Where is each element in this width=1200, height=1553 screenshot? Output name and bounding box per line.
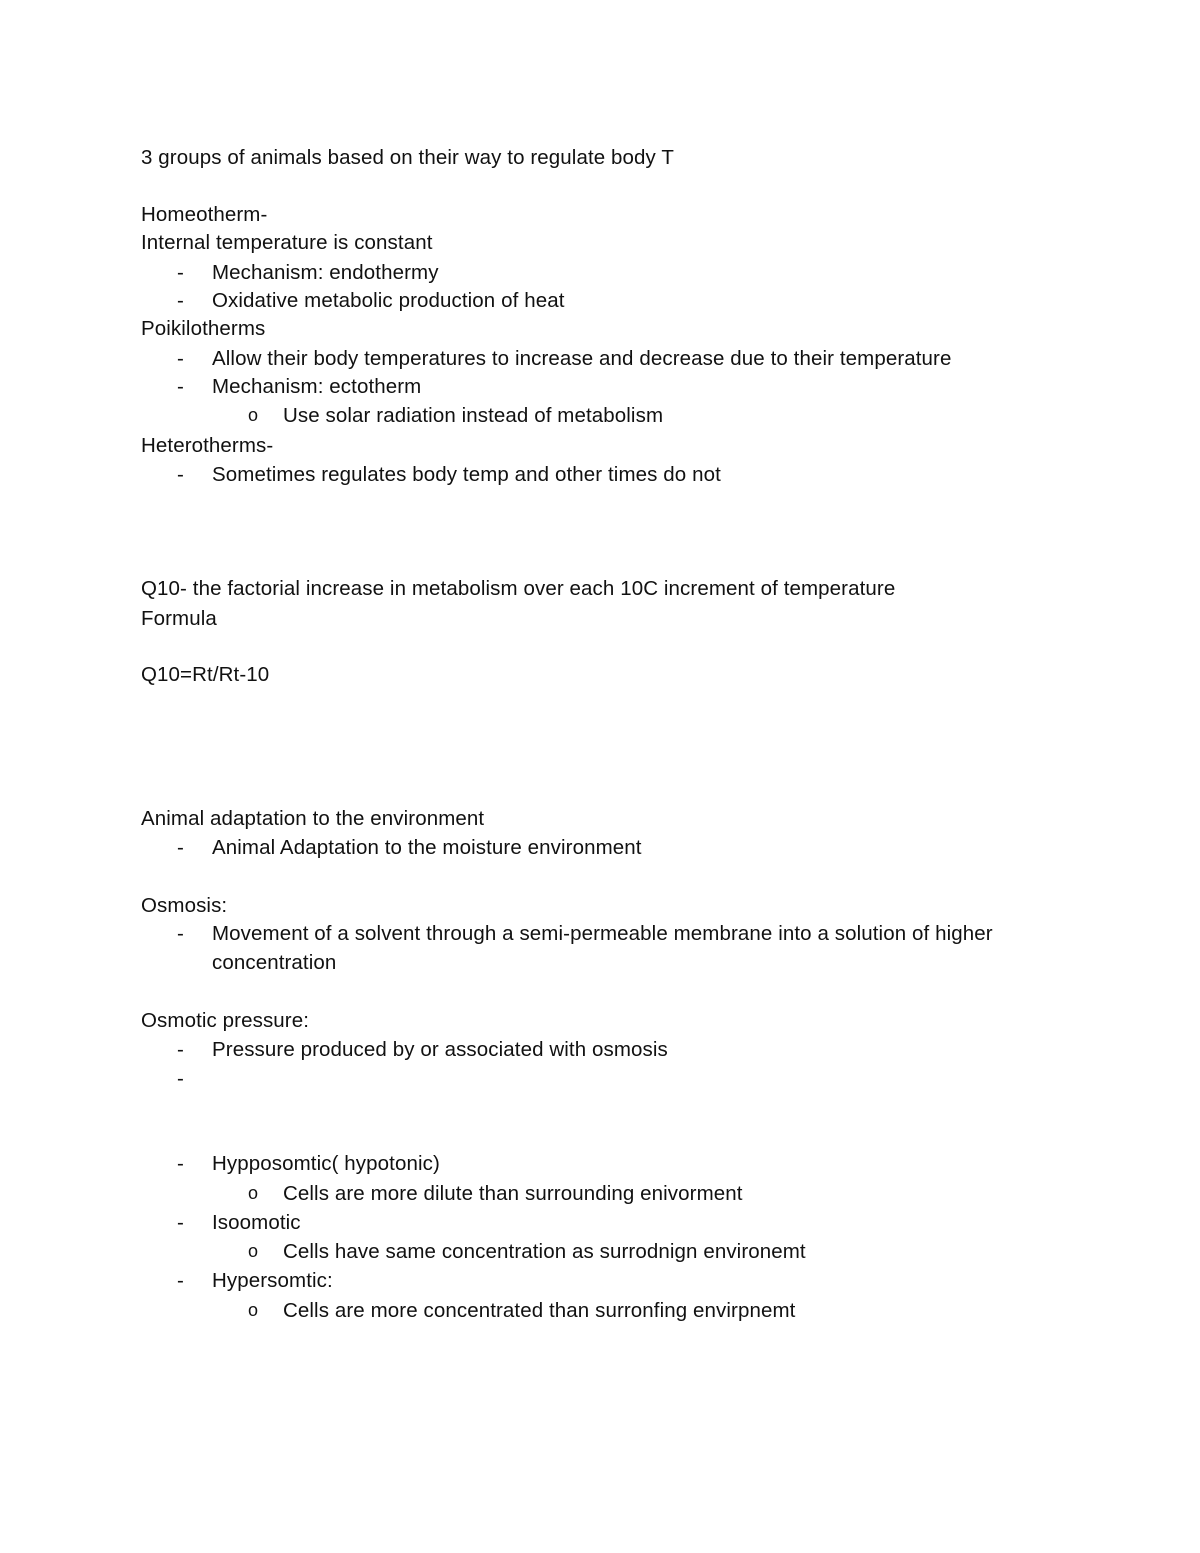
dash-bullet-marker: - bbox=[177, 463, 184, 486]
dash-bullet-marker-empty: - bbox=[177, 1067, 184, 1090]
bullet-item: Sometimes regulates body temp and other times do not bbox=[212, 463, 721, 486]
dash-bullet-marker: - bbox=[177, 347, 184, 370]
bullet-item: Movement of a solvent through a semi-permeable membrane into a solution of higher bbox=[212, 922, 993, 945]
sub-bullet-item: Cells are more dilute than surrounding enivorment bbox=[283, 1182, 743, 1205]
q10-formula: Q10=Rt/Rt-10 bbox=[141, 663, 270, 686]
dash-bullet-marker: - bbox=[177, 1211, 184, 1234]
bullet-item: Hypersomtic: bbox=[212, 1269, 333, 1292]
dash-bullet-marker: - bbox=[177, 261, 184, 284]
bullet-item: Mechanism: endothermy bbox=[212, 261, 439, 284]
circle-bullet-marker: o bbox=[248, 1241, 259, 1261]
sub-bullet-item: Use solar radiation instead of metabolism bbox=[283, 404, 664, 427]
bullet-item: Mechanism: ectotherm bbox=[212, 375, 422, 398]
heading-animal-adaptation: Animal adaptation to the environment bbox=[141, 807, 485, 830]
dash-bullet-marker: - bbox=[177, 375, 184, 398]
heading-osmotic-pressure: Osmotic pressure: bbox=[141, 1009, 310, 1032]
q10-definition: Q10- the factorial increase in metabolism over each 10C increment of temperature bbox=[141, 577, 896, 600]
bullet-item: Isoomotic bbox=[212, 1211, 301, 1234]
heading-heterotherms: Heterotherms- bbox=[141, 434, 274, 457]
dash-bullet-marker: - bbox=[177, 922, 184, 945]
heading-homeotherm: Homeotherm- bbox=[141, 203, 268, 226]
dash-bullet-marker: - bbox=[177, 836, 184, 859]
text-line: Internal temperature is constant bbox=[141, 231, 433, 254]
bullet-item-continuation: concentration bbox=[212, 951, 337, 974]
dash-bullet-marker: - bbox=[177, 1152, 184, 1175]
sub-bullet-item: Cells are more concentrated than surronfing envirpnemt bbox=[283, 1299, 796, 1322]
dash-bullet-marker: - bbox=[177, 1269, 184, 1292]
sub-bullet-item: Cells have same concentration as surrodnign environemt bbox=[283, 1240, 806, 1263]
bullet-item: Oxidative metabolic production of heat bbox=[212, 289, 565, 312]
bullet-item: Pressure produced by or associated with osmosis bbox=[212, 1038, 668, 1061]
text-line: Formula bbox=[141, 607, 217, 630]
circle-bullet-marker: o bbox=[248, 1183, 259, 1203]
circle-bullet-marker: o bbox=[248, 1300, 259, 1320]
heading-poikilotherms: Poikilotherms bbox=[141, 317, 266, 340]
bullet-item: Allow their body temperatures to increase and decrease due to their temperature bbox=[212, 347, 952, 370]
heading-osmosis: Osmosis: bbox=[141, 894, 228, 917]
bullet-item: Hypposomtic( hypotonic) bbox=[212, 1152, 440, 1175]
dash-bullet-marker: - bbox=[177, 1038, 184, 1061]
heading-body-temp-groups: 3 groups of animals based on their way to regulate body T bbox=[141, 146, 674, 169]
bullet-item: Animal Adaptation to the moisture environment bbox=[212, 836, 642, 859]
dash-bullet-marker: - bbox=[177, 289, 184, 312]
circle-bullet-marker: o bbox=[248, 405, 259, 425]
